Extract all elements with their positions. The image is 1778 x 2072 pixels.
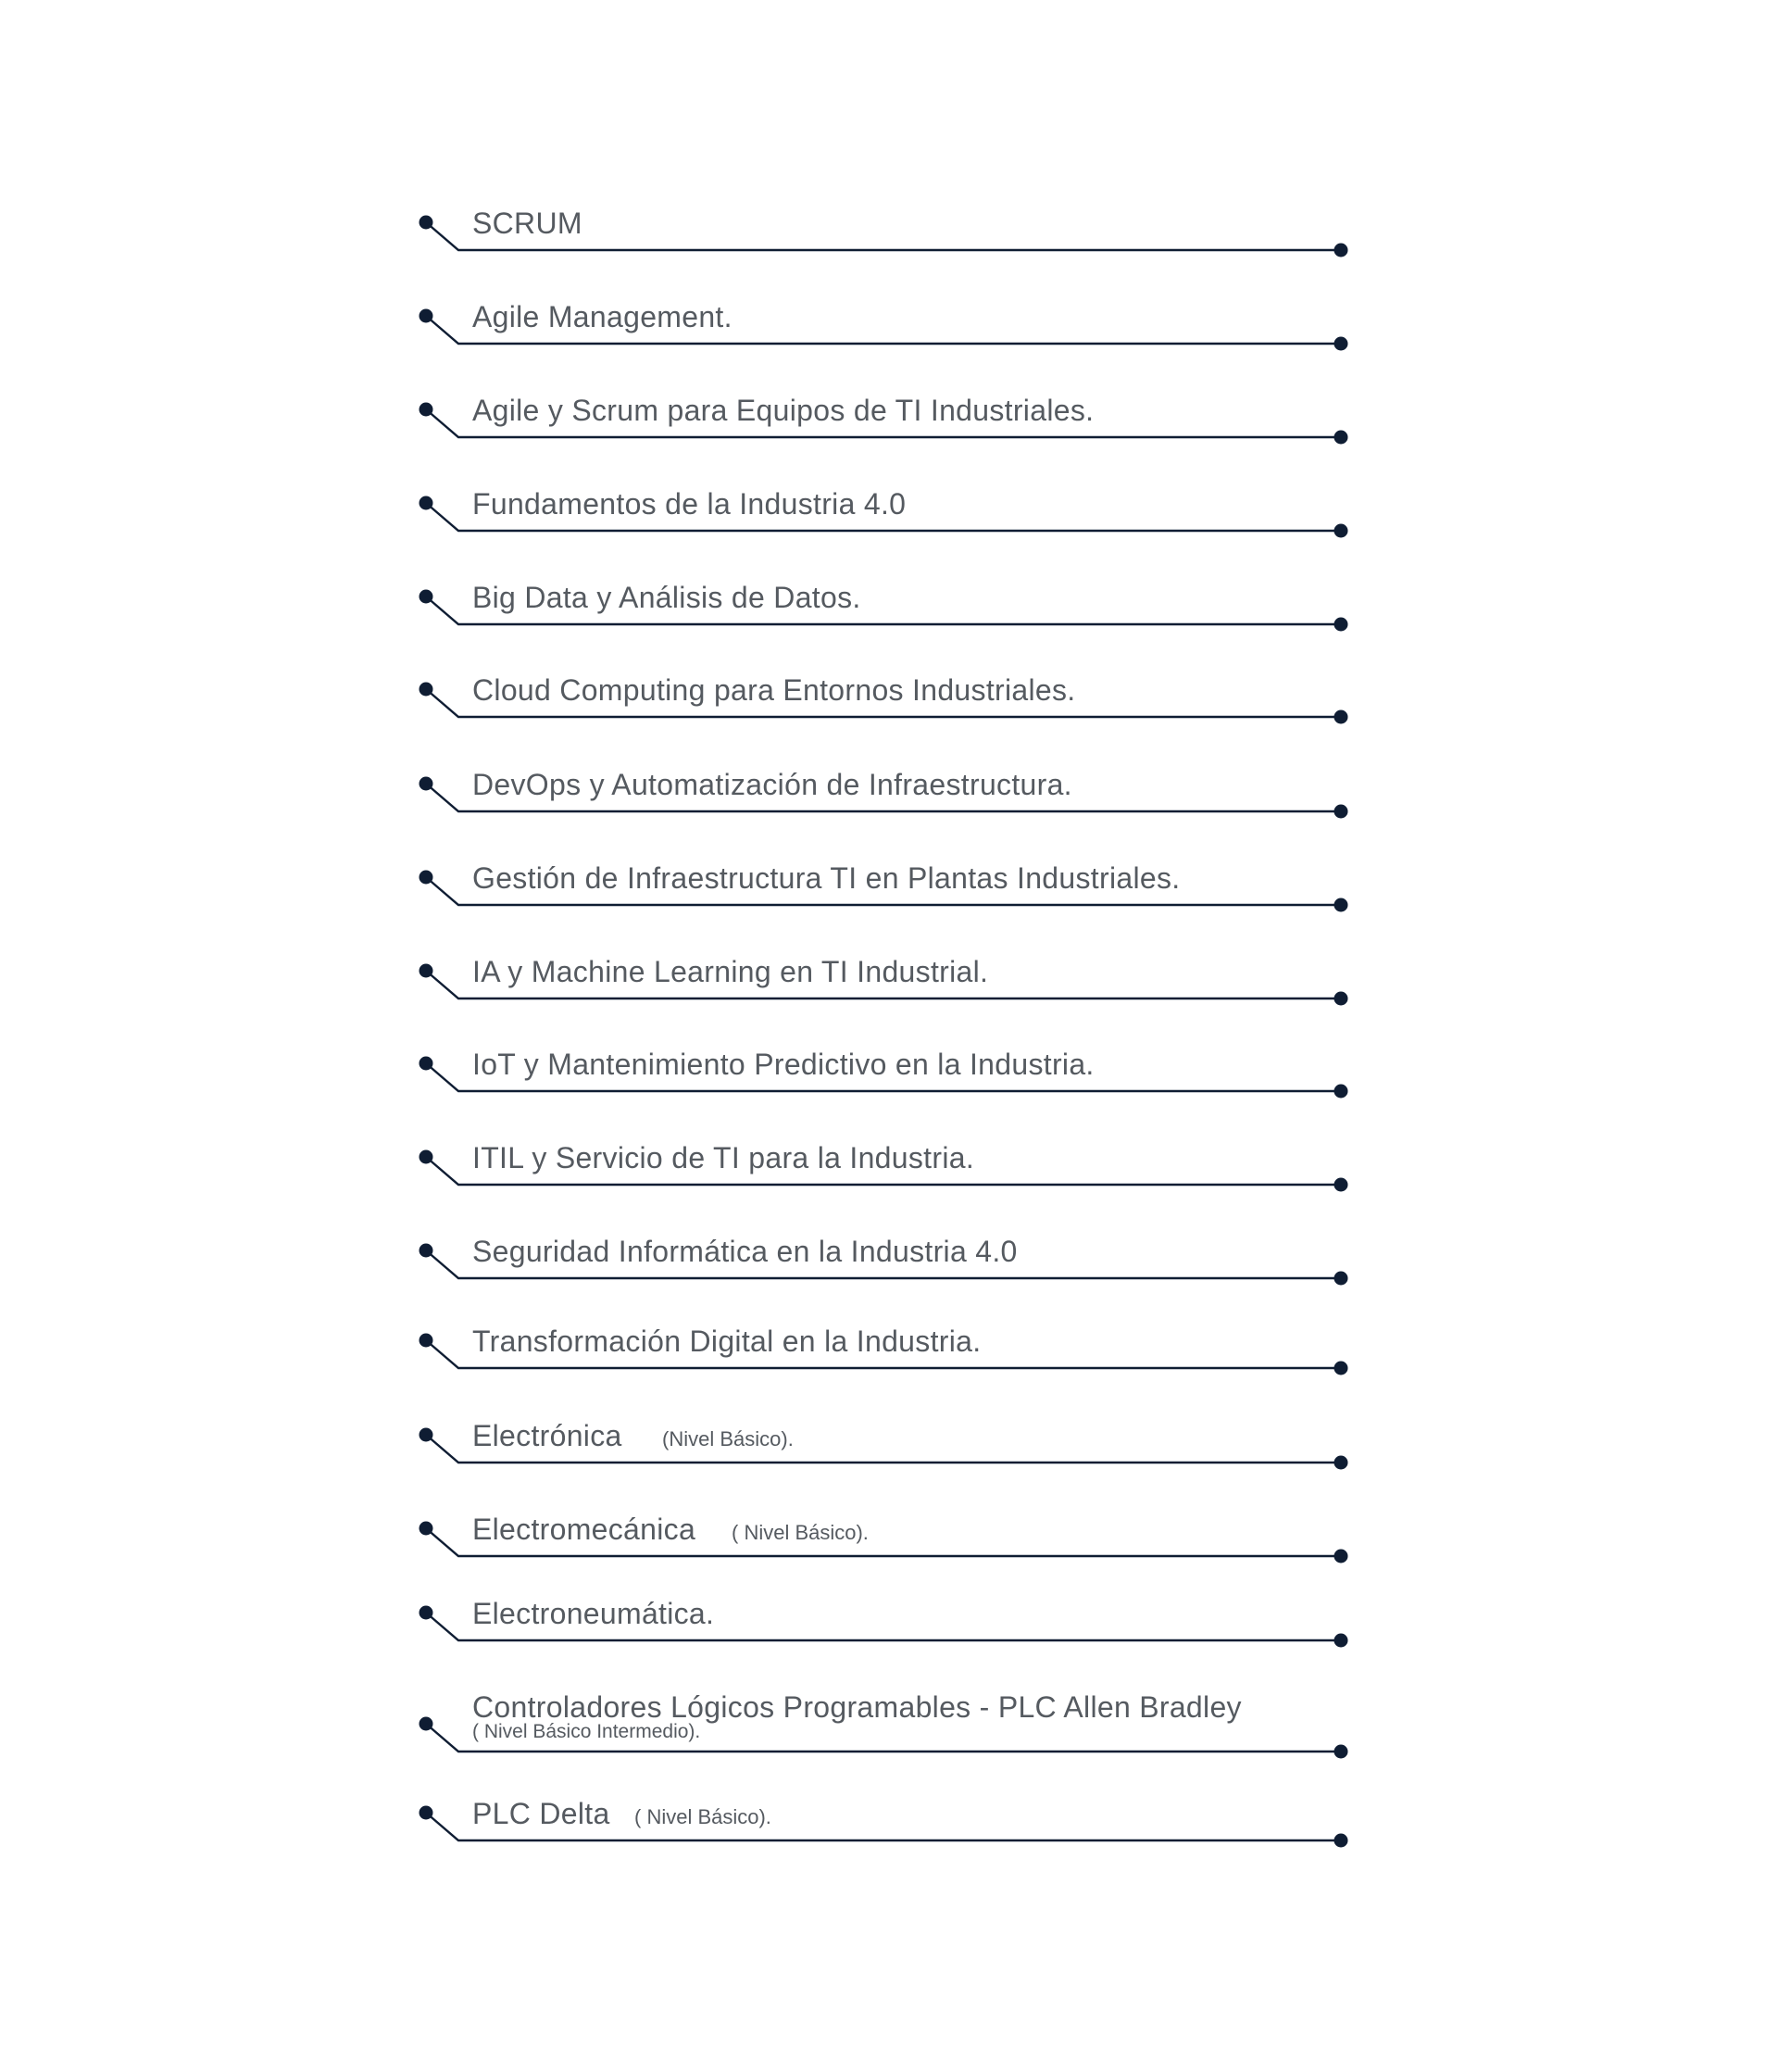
course-title: PLC Delta xyxy=(472,1797,610,1830)
course-title: Gestión de Infraestructura TI en Plantas Industriales. xyxy=(472,861,1181,895)
course-title: Agile y Scrum para Equipos de TI Industriales. xyxy=(472,394,1095,427)
course-title: Electrónica xyxy=(472,1419,622,1452)
course-text xyxy=(472,1588,1306,1662)
course-text xyxy=(472,1315,1306,1389)
course-title: Cloud Computing para Entornos Industriales. xyxy=(472,673,1076,707)
course-title: Fundamentos de la Industria 4.0 xyxy=(472,487,907,521)
course-level: (Nivel Básico). xyxy=(662,1427,794,1450)
course-item xyxy=(417,571,1352,646)
course-title: Electromecánica xyxy=(472,1513,696,1546)
course-title: IA y Machine Learning en TI Industrial. xyxy=(472,955,989,988)
end-dot xyxy=(1334,524,1348,538)
course-item xyxy=(417,1788,1352,1862)
course-title: DevOps y Automatización de Infraestructura. xyxy=(472,768,1072,801)
course-title: IoT y Mantenimiento Predictivo en la Industria. xyxy=(472,1048,1095,1081)
course-item xyxy=(417,197,1352,271)
course-item xyxy=(417,478,1352,552)
course-item xyxy=(417,664,1352,738)
course-text xyxy=(472,759,1306,833)
course-item xyxy=(417,291,1352,365)
course-title: Controladores Lógicos Programables - PLC Allen Bradley xyxy=(472,1690,1242,1724)
course-item xyxy=(417,1038,1352,1112)
course-text xyxy=(472,1132,1306,1206)
course-item xyxy=(417,1225,1352,1300)
course-level: ( Nivel Básico). xyxy=(634,1805,771,1828)
end-dot xyxy=(1334,1085,1348,1099)
end-dot xyxy=(1334,1272,1348,1286)
course-text xyxy=(472,478,1306,552)
course-title: Big Data y Análisis de Datos. xyxy=(472,581,861,614)
end-dot xyxy=(1334,1456,1348,1470)
course-level: ( Nivel Básico Intermedio). xyxy=(472,1721,701,1742)
course-title: ITIL y Servicio de TI para la Industria. xyxy=(472,1141,975,1174)
end-dot xyxy=(1334,1550,1348,1563)
end-dot xyxy=(1334,618,1348,632)
course-item xyxy=(417,852,1352,926)
course-title: SCRUM xyxy=(472,207,582,240)
course-text xyxy=(472,384,1306,458)
course-item xyxy=(417,1588,1352,1662)
end-dot xyxy=(1334,898,1348,912)
course-title: Agile Management. xyxy=(472,300,732,333)
course-text xyxy=(472,1225,1306,1300)
course-text xyxy=(472,946,1306,1020)
course-text xyxy=(472,1690,1306,1773)
course-text xyxy=(472,291,1306,365)
course-title: Seguridad Informática en la Industria 4.0 xyxy=(472,1235,1018,1268)
end-dot xyxy=(1334,992,1348,1006)
course-text xyxy=(472,1503,1306,1577)
course-text xyxy=(472,852,1306,926)
course-item xyxy=(417,1315,1352,1389)
end-dot xyxy=(1334,337,1348,351)
course-title: Transformación Digital en la Industria. xyxy=(472,1325,982,1358)
course-item xyxy=(417,1410,1352,1484)
course-item xyxy=(417,1503,1352,1577)
course-title: Electroneumática. xyxy=(472,1597,715,1630)
end-dot xyxy=(1334,1834,1348,1848)
course-text xyxy=(472,664,1306,738)
end-dot xyxy=(1334,431,1348,445)
course-text xyxy=(472,571,1306,646)
end-dot xyxy=(1334,1362,1348,1375)
end-dot xyxy=(1334,1745,1348,1759)
course-text xyxy=(472,197,1306,271)
course-level: ( Nivel Básico). xyxy=(732,1521,869,1544)
end-dot xyxy=(1334,1634,1348,1648)
course-text xyxy=(472,1788,1306,1862)
course-item xyxy=(417,1690,1352,1773)
course-item xyxy=(417,1132,1352,1206)
course-text xyxy=(472,1410,1306,1484)
end-dot xyxy=(1334,1178,1348,1192)
end-dot xyxy=(1334,710,1348,724)
end-dot xyxy=(1334,244,1348,257)
course-item xyxy=(417,759,1352,833)
end-dot xyxy=(1334,805,1348,819)
course-text xyxy=(472,1038,1306,1112)
course-item xyxy=(417,946,1352,1020)
course-item xyxy=(417,384,1352,458)
